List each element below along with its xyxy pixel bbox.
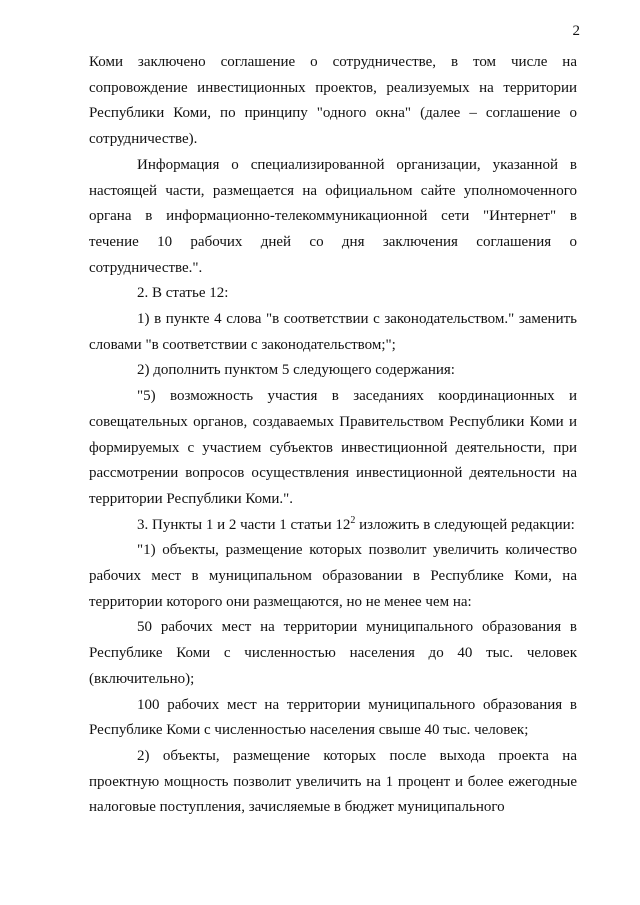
paragraph-article-12-2-heading xyxy=(89,513,577,539)
paragraph-100-jobs: 100 рабочих мест на территории муниципального образования в Республике Коми с численностью населения свыше 40 тыс. человек; xyxy=(89,696,577,739)
paragraph-objects-jobs: "1) объекты, размещение которых позволит увеличить количество рабочих мест в муниципальном образовании в Республике Коми, на территории которого они размещаются, но не менее чем на: xyxy=(89,542,577,610)
paragraph-add-item-5: 2) дополнить пунктом 5 следующего содержания: xyxy=(137,362,455,379)
paragraph-organization-info: Информация о специализированной организации, указанной в настоящей части, размещается на официальном сайте уполномоченного органа в информационно-телекоммуникационной сети "Интернет" в течение 10 рабочих дней со дня заключения соглашения о сотрудничестве.". xyxy=(89,156,577,276)
paragraph-agreement-continuation: Коми заключено соглашение о сотрудничестве, в том числе на сопровождение инвестиционных проектов, реализуемых на территории Республики Коми, по принципу "одного окна" (далее – соглашение о сотрудничестве). xyxy=(89,54,577,148)
page-number: 2 xyxy=(572,23,580,39)
paragraph-item-5-text: "5) возможность участия в заседаниях координационных и совещательных органов, создаваемых Правительством Республики Коми и формируемых с участием субъектов инвестиционной деятельности, при рассмотрении вопросов осуществления инвестиционной деятельности на территории Республики Коми.". xyxy=(89,388,577,507)
paragraph-article-12-heading: 2. В статье 12: xyxy=(137,285,229,302)
paragraph-50-jobs: 50 рабочих мест на территории муниципального образования в Республике Коми с численностью населения до 40 тыс. человек (включительно); xyxy=(89,619,577,687)
article-heading-before: 3. Пункты 1 и 2 части 1 статьи 12 xyxy=(137,516,351,533)
article-superscript: 2 xyxy=(350,514,356,526)
paragraph-objects-tax: 2) объекты, размещение которых после выхода проекта на проектную мощность позволит увеличить на 1 процент и более ежегодные налоговые поступления, зачисляемые в бюджет муниципального xyxy=(89,747,577,816)
article-heading-after: изложить в следующей редакции: xyxy=(355,516,575,533)
paragraph-item-4-replacement: 1) в пункте 4 слова "в соответствии с законодательством." заменить словами "в соответствии с законодательством;"; xyxy=(89,311,577,353)
document-body xyxy=(89,50,577,821)
